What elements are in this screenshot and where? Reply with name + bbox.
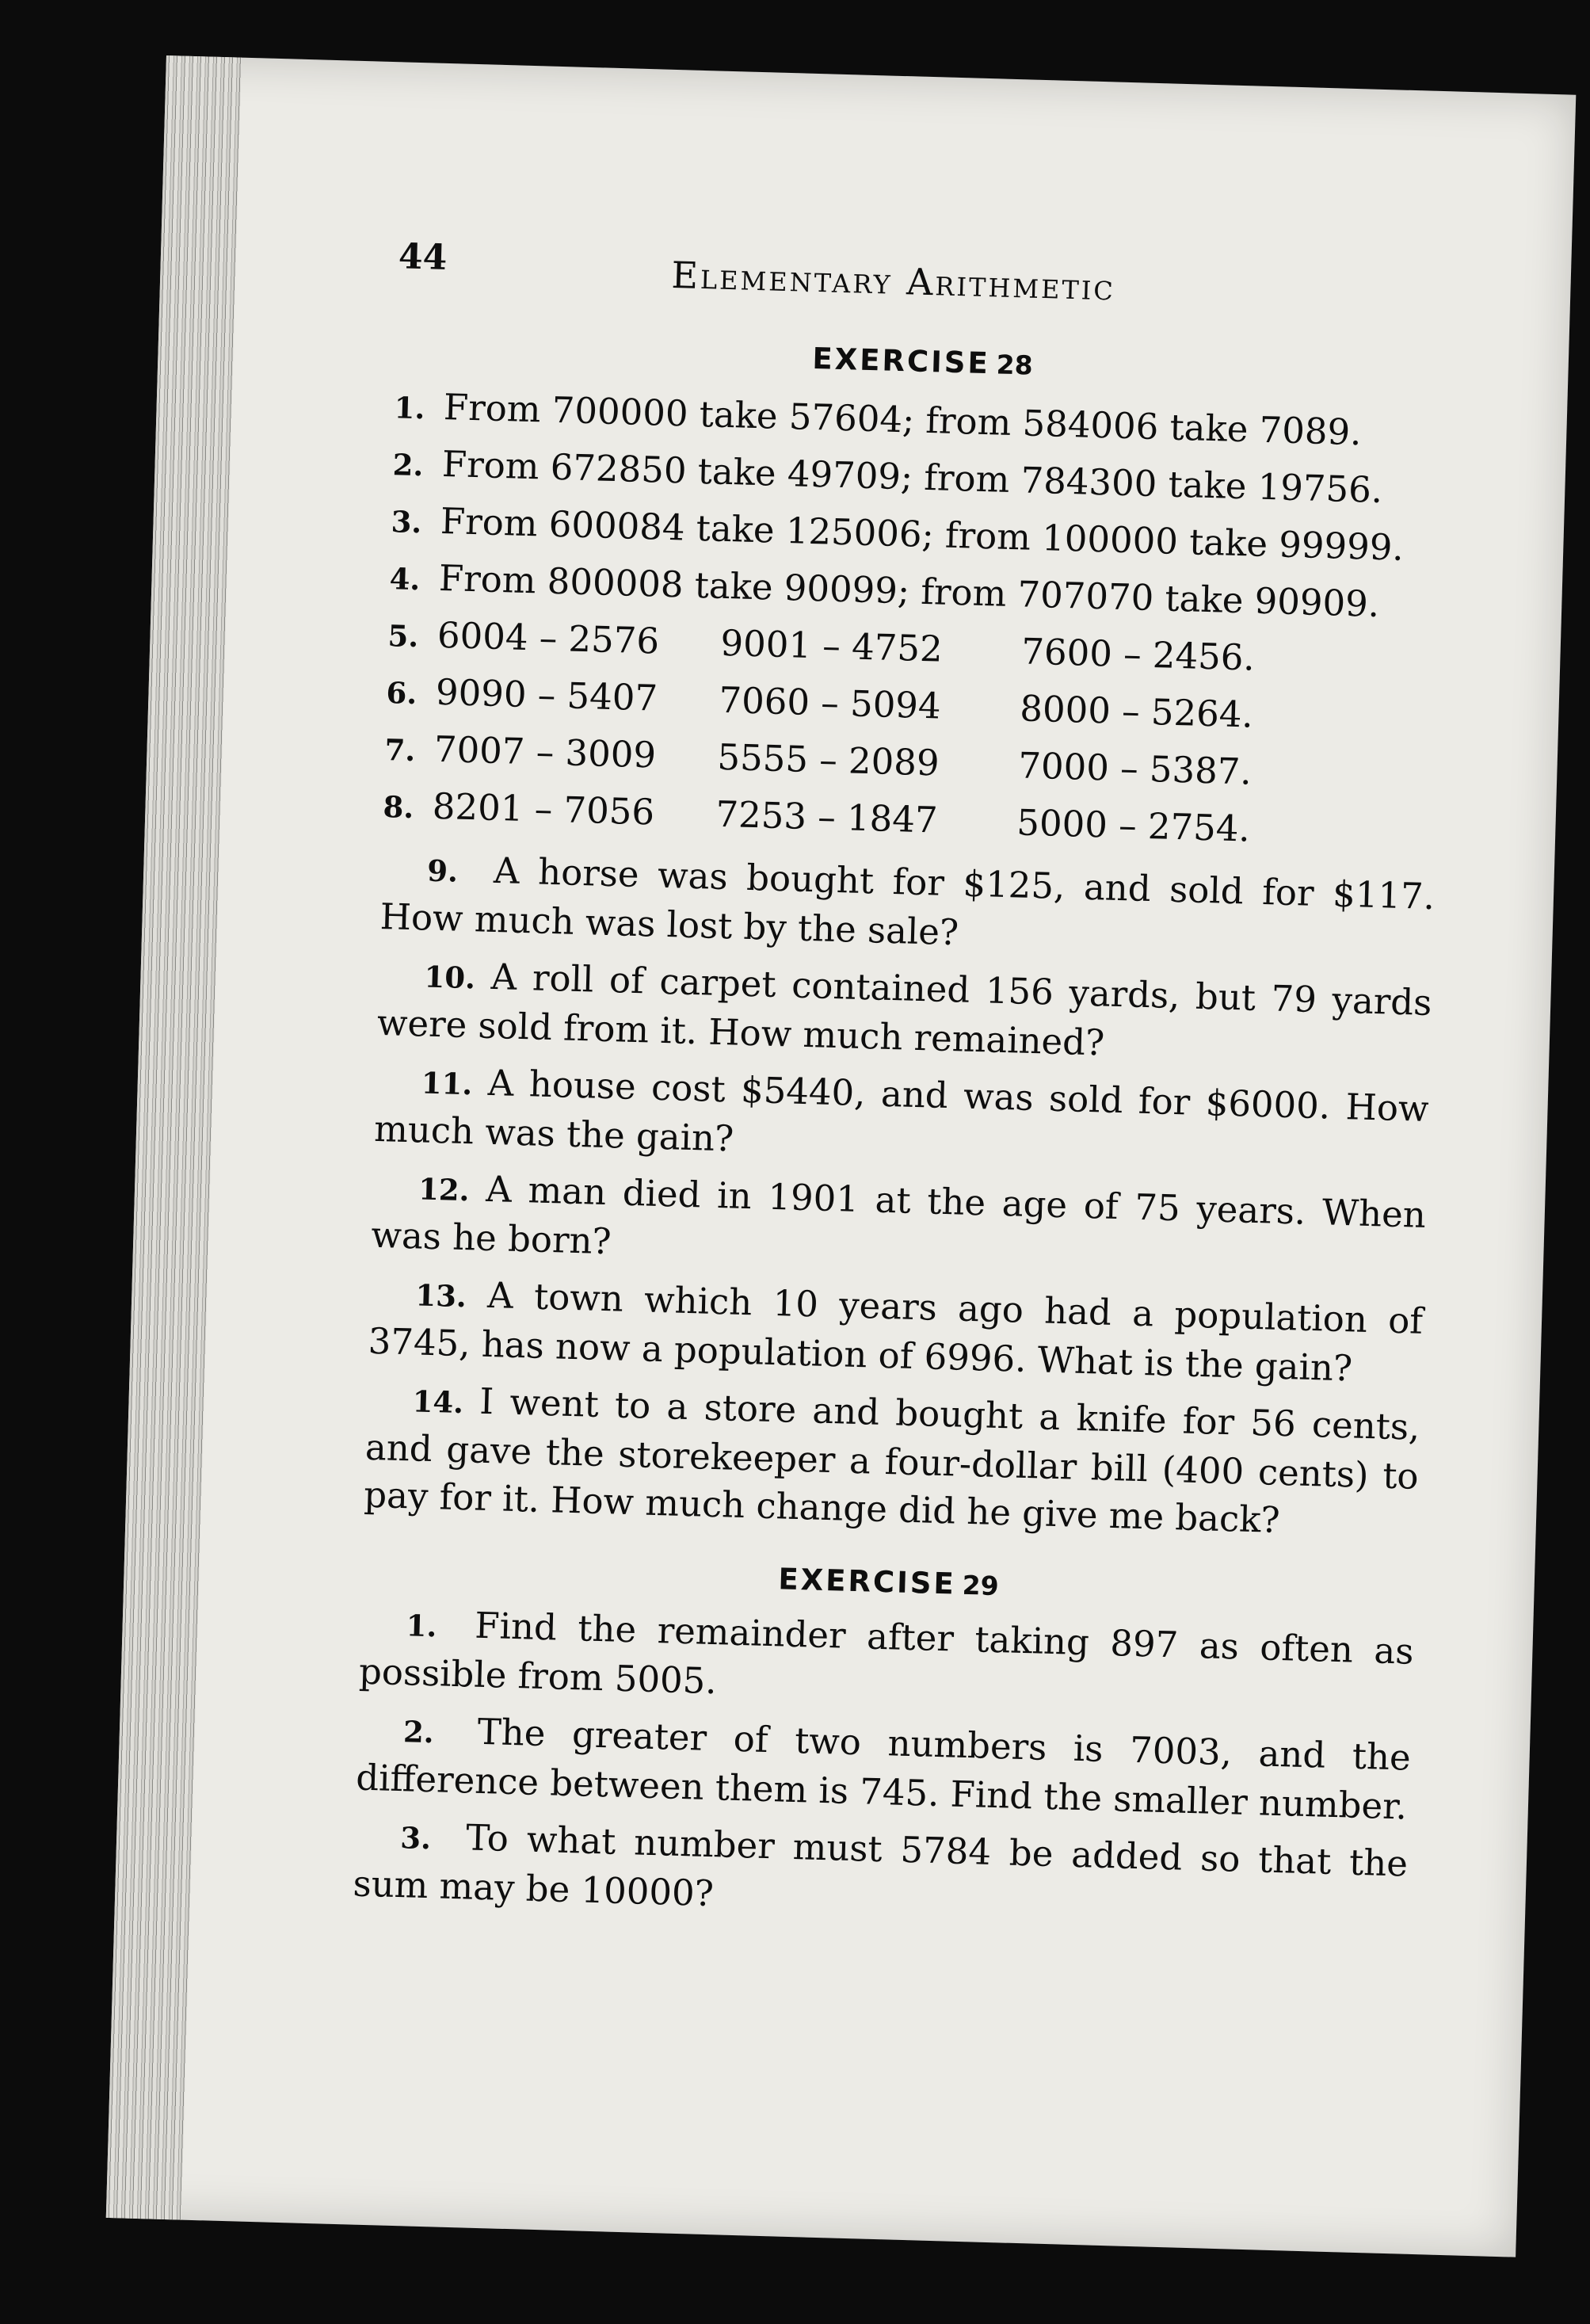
page-number: 44 — [398, 236, 448, 278]
item-text: To what number must 5784 be added so that the sum may be 10000? — [352, 1816, 1409, 1915]
exercise-28-item-10 — [376, 950, 1432, 1076]
item-text: From 600084 take 125006; from 100000 take 99999. — [440, 499, 1405, 569]
subtraction-b: 9001 – 4752 — [719, 621, 944, 670]
item-text: I went to a store and bought a knife for 56 cents, and gave the storekeeper a four-dollar bill (400 cents) to pay for it. How much change did he give me back? — [363, 1380, 1421, 1541]
exercise-28-item-12 — [371, 1162, 1427, 1288]
exercise-29-heading-label: EXERCISE — [777, 1562, 957, 1601]
book-page — [106, 55, 1577, 2257]
item-number: 2. — [392, 447, 424, 483]
item-number: 11. — [421, 1065, 473, 1102]
item-text: The greater of two numbers is 7003, and the difference between them is 745. Find the smaller number. — [355, 1710, 1412, 1828]
item-text: From 700000 take 57604; from 584006 take 7089. — [443, 385, 1363, 454]
item-number: 7. — [384, 732, 416, 769]
subtraction-c: 7600 – 2456. — [1020, 630, 1256, 679]
running-title: Elementary Arithmetic — [670, 253, 1116, 309]
item-number: 3. — [391, 504, 422, 540]
item-text: A horse was bought for $125, and sold for $117. How much was lost by the sale? — [379, 849, 1436, 954]
item-number: 8. — [383, 789, 414, 826]
subtraction-b: 7253 – 1847 — [715, 792, 939, 841]
exercise-29-heading-number: 29 — [962, 1569, 1000, 1602]
item-text: Find the remainder after taking 897 as often as possible from 5005. — [358, 1604, 1415, 1703]
subtraction-b: 5555 – 2089 — [716, 735, 940, 784]
exercise-29-item-1 — [358, 1599, 1414, 1725]
subtraction-a: 8201 – 7056 — [432, 784, 655, 834]
item-number: 9. — [426, 853, 459, 889]
item-text: A house cost $5440, and was sold for $6000. How much was the gain? — [373, 1061, 1430, 1160]
item-text: From 800008 take 90099; from 707070 take 90909. — [438, 556, 1380, 626]
item-number: 6. — [386, 675, 418, 712]
item-number: 13. — [414, 1277, 467, 1315]
exercise-28-item-13 — [368, 1269, 1424, 1395]
item-text: A town which 10 years ago had a population of 3745, has now a population of 6996. What is the gain? — [368, 1273, 1424, 1390]
subtraction-a: 7007 – 3009 — [433, 727, 657, 777]
item-number: 14. — [412, 1383, 464, 1421]
subtraction-a: 6004 – 2576 — [437, 613, 660, 662]
exercise-28-heading-number: 28 — [996, 349, 1034, 381]
exercise-28-item-11 — [373, 1056, 1429, 1182]
exercise-28-item-9 — [379, 844, 1436, 970]
exercise-28-item-14 — [364, 1375, 1421, 1548]
subtraction-b: 7060 – 5094 — [718, 678, 942, 727]
exercise-29-item-2 — [356, 1705, 1412, 1831]
exercise-28-heading-label: EXERCISE — [811, 341, 991, 381]
page-content — [353, 236, 1452, 1937]
item-number: 10. — [424, 959, 476, 996]
page-edges — [106, 55, 242, 2220]
item-number: 2. — [402, 1714, 435, 1750]
item-text: A roll of carpet contained 156 yards, but 79 yards were sold from it. How much remained? — [376, 955, 1432, 1064]
subtraction-c: 8000 – 5264. — [1019, 687, 1254, 736]
item-number: 4. — [389, 561, 421, 597]
subtraction-c: 7000 – 5387. — [1017, 744, 1253, 793]
item-text: From 672850 take 49709; from 784300 take 19756. — [441, 442, 1383, 512]
subtraction-a: 9090 – 5407 — [435, 670, 658, 719]
item-number: 5. — [387, 618, 419, 654]
page-header — [397, 236, 1452, 337]
item-text: A man died in 1901 at the age of 75 years. When was he born? — [370, 1167, 1427, 1263]
exercise-29-item-3 — [353, 1811, 1409, 1937]
item-number: 1. — [394, 390, 425, 426]
item-number: 12. — [418, 1171, 471, 1208]
subtraction-c: 5000 – 2754. — [1016, 801, 1251, 850]
item-number: 1. — [406, 1608, 438, 1644]
item-number: 3. — [399, 1820, 432, 1857]
